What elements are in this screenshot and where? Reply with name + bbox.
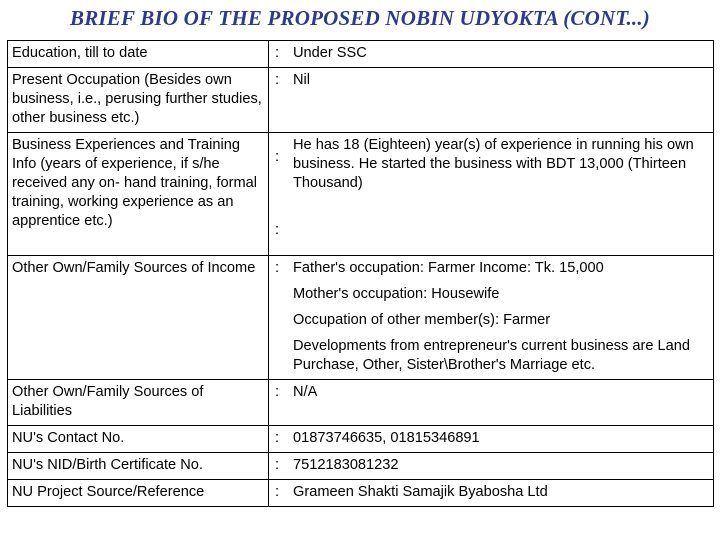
row-label-contact: NU's Contact No.: [8, 426, 269, 453]
table-row: [8, 68, 714, 133]
table-row: [8, 426, 714, 453]
table-row: [8, 453, 714, 480]
row-value-reference: Grameen Shakti Samajik Byabosha Ltd: [287, 480, 714, 507]
row-label-liabilities: Other Own/Family Sources of Liabilities: [8, 380, 269, 426]
row-label-nid: NU's NID/Birth Certificate No.: [8, 453, 269, 480]
row-separator-bottom: :: [275, 222, 280, 238]
row-separator-top: :: [275, 149, 280, 165]
table-row: [8, 133, 714, 256]
row-separator: :: [269, 68, 288, 133]
row-value-nid: 7512183081232: [287, 453, 714, 480]
row-value-income: [287, 256, 714, 380]
row-separator: :: [269, 41, 288, 68]
table-row: [8, 480, 714, 507]
income-mother: Mother's occupation: Housewife: [293, 286, 500, 302]
row-label-occupation: Present Occupation (Besides own business, i.e., perusing further studies, other business etc.): [8, 68, 269, 133]
row-label-education: Education, till to date: [8, 41, 269, 68]
row-separator: :: [269, 480, 288, 507]
row-separator: :: [269, 380, 288, 426]
table-row: [8, 41, 714, 68]
row-label-income: Other Own/Family Sources of Income: [8, 256, 269, 380]
bio-table: [7, 40, 714, 507]
row-separator: :: [269, 453, 288, 480]
income-others: Occupation of other member(s): Farmer: [293, 312, 551, 328]
table-row: [8, 380, 714, 426]
row-separator: [269, 133, 288, 256]
row-value-contact: 01873746635, 01815346891: [287, 426, 714, 453]
row-label-experience: Business Experiences and Training Info (years of experience, if s/he received any on- hand training, formal training, working experience as an apprentice etc.): [8, 133, 269, 256]
row-value-occupation: Nil: [287, 68, 714, 133]
row-separator: :: [269, 426, 288, 453]
row-value-education: Under SSC: [287, 41, 714, 68]
row-value-liabilities: N/A: [287, 380, 714, 426]
table-row: [8, 256, 714, 380]
income-developments: Developments from entrepreneur's current business are Land Purchase, Other, Sister\Brother's Marriage etc.: [293, 338, 691, 373]
row-separator: :: [269, 256, 288, 380]
page-title: BRIEF BIO OF THE PROPOSED NOBIN UDYOKTA (CONT...): [69, 6, 651, 30]
row-label-reference: NU Project Source/Reference: [8, 480, 269, 507]
income-father: Father's occupation: Farmer Income: Tk. 15,000: [293, 260, 604, 276]
row-value-experience: He has 18 (Eighteen) year(s) of experience in running his own business. He started the business with BDT 13,000 (Thirteen Thousand): [287, 133, 714, 256]
